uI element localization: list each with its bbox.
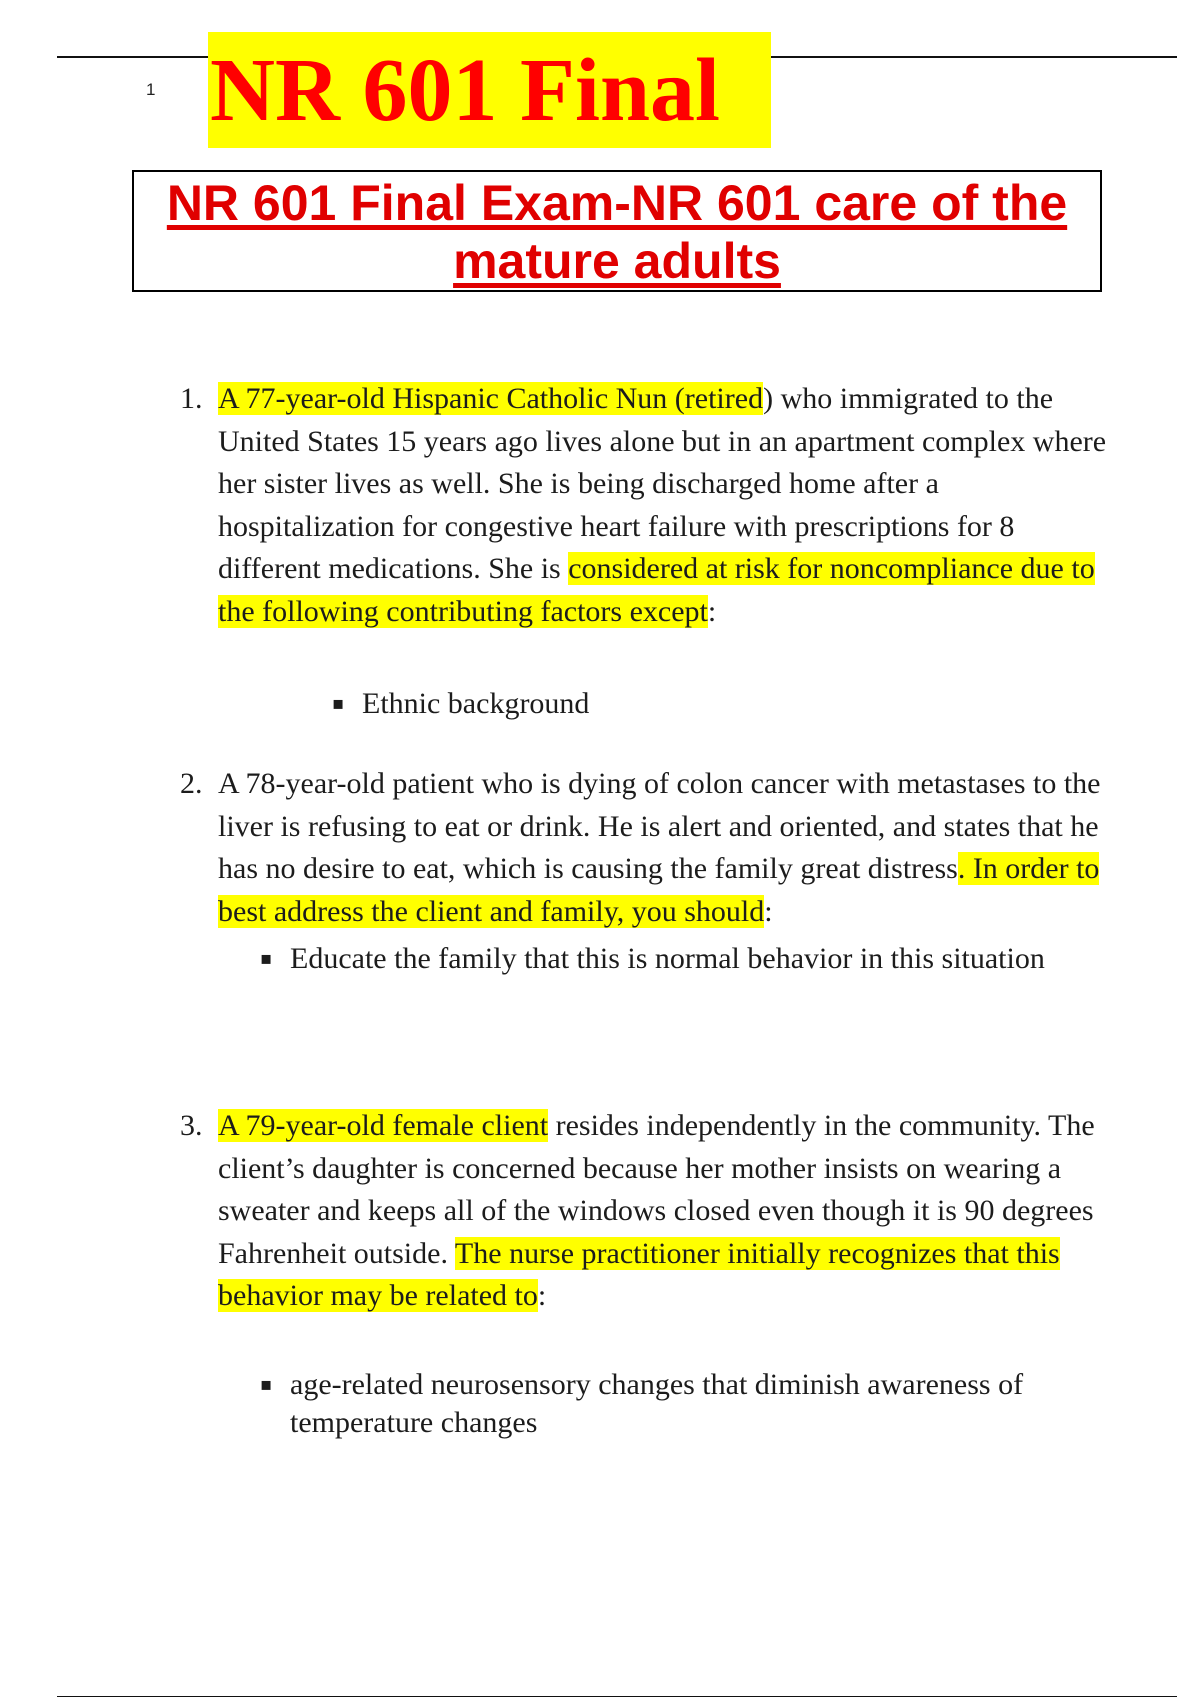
- question-text-segment: ) who immigrated to the United States 15 years ago lives alone but in an apartment complex where her sister lives as well. She is being discharged home after a hospitalization for congestive heart failure with prescriptions for 8 different medications. She is: [218, 382, 1107, 585]
- highlighted-text: The nurse practitioner initially recognizes that this behavior may be related to: [218, 1236, 1060, 1312]
- question-3: [180, 1105, 1110, 1318]
- question-text-segment: :: [764, 894, 773, 928]
- document-title: NR 601 Final: [208, 32, 771, 148]
- answer-text: Ethnic background: [362, 687, 590, 720]
- highlighted-text: . In order to best address the client and family, you should: [218, 852, 1100, 928]
- bullet-icon: ▪: [332, 693, 345, 714]
- highlighted-text: considered at risk for noncompliance due to the following contributing factors except: [218, 552, 1095, 628]
- question-text: [218, 378, 1110, 633]
- question-2: [180, 763, 1110, 933]
- question-text: [218, 763, 1110, 933]
- page-number: 1: [146, 80, 156, 99]
- bullet-icon: ▪: [260, 1374, 273, 1395]
- question-text-segment: A 78-year-old patient who is dying of colon cancer with metastases to the liver is refusing to eat or drink. He is alert and oriented, and states that he has no desire to eat, which is causing the family great distress: [218, 767, 1101, 885]
- question-number: 2.: [180, 767, 203, 800]
- highlighted-text: A 77-year-old Hispanic Catholic Nun (retired: [218, 382, 764, 415]
- question-number: 3.: [180, 1109, 203, 1142]
- question-1: [180, 378, 1110, 633]
- answer-text: Educate the family that this is normal behavior in this situation: [290, 942, 1045, 975]
- bottom-rule: [57, 1696, 1177, 1697]
- question-text-segment: :: [707, 594, 717, 628]
- highlighted-text: A 79-year-old female client: [218, 1109, 549, 1142]
- subtitle-box: [132, 170, 1102, 292]
- question-number: 1.: [180, 382, 203, 415]
- answer-text: age-related neurosensory changes that diminish awareness of temperature changes: [290, 1368, 1024, 1439]
- subtitle: NR 601 Final Exam-NR 601 care of the mature adults: [166, 175, 1068, 289]
- question-text-segment: :: [537, 1279, 547, 1312]
- question-text-segment: resides independently in the community. The client’s daughter is concerned because her mother insists on wearing a sweater and keeps all of the windows closed even though it is 90 degrees Fahrenheit outside.: [218, 1109, 1095, 1270]
- answer-1: [332, 685, 1062, 723]
- question-text: [218, 1105, 1110, 1318]
- answer-3: [260, 1366, 1120, 1442]
- answer-2: [260, 940, 1050, 978]
- bullet-icon: ▪: [260, 948, 273, 969]
